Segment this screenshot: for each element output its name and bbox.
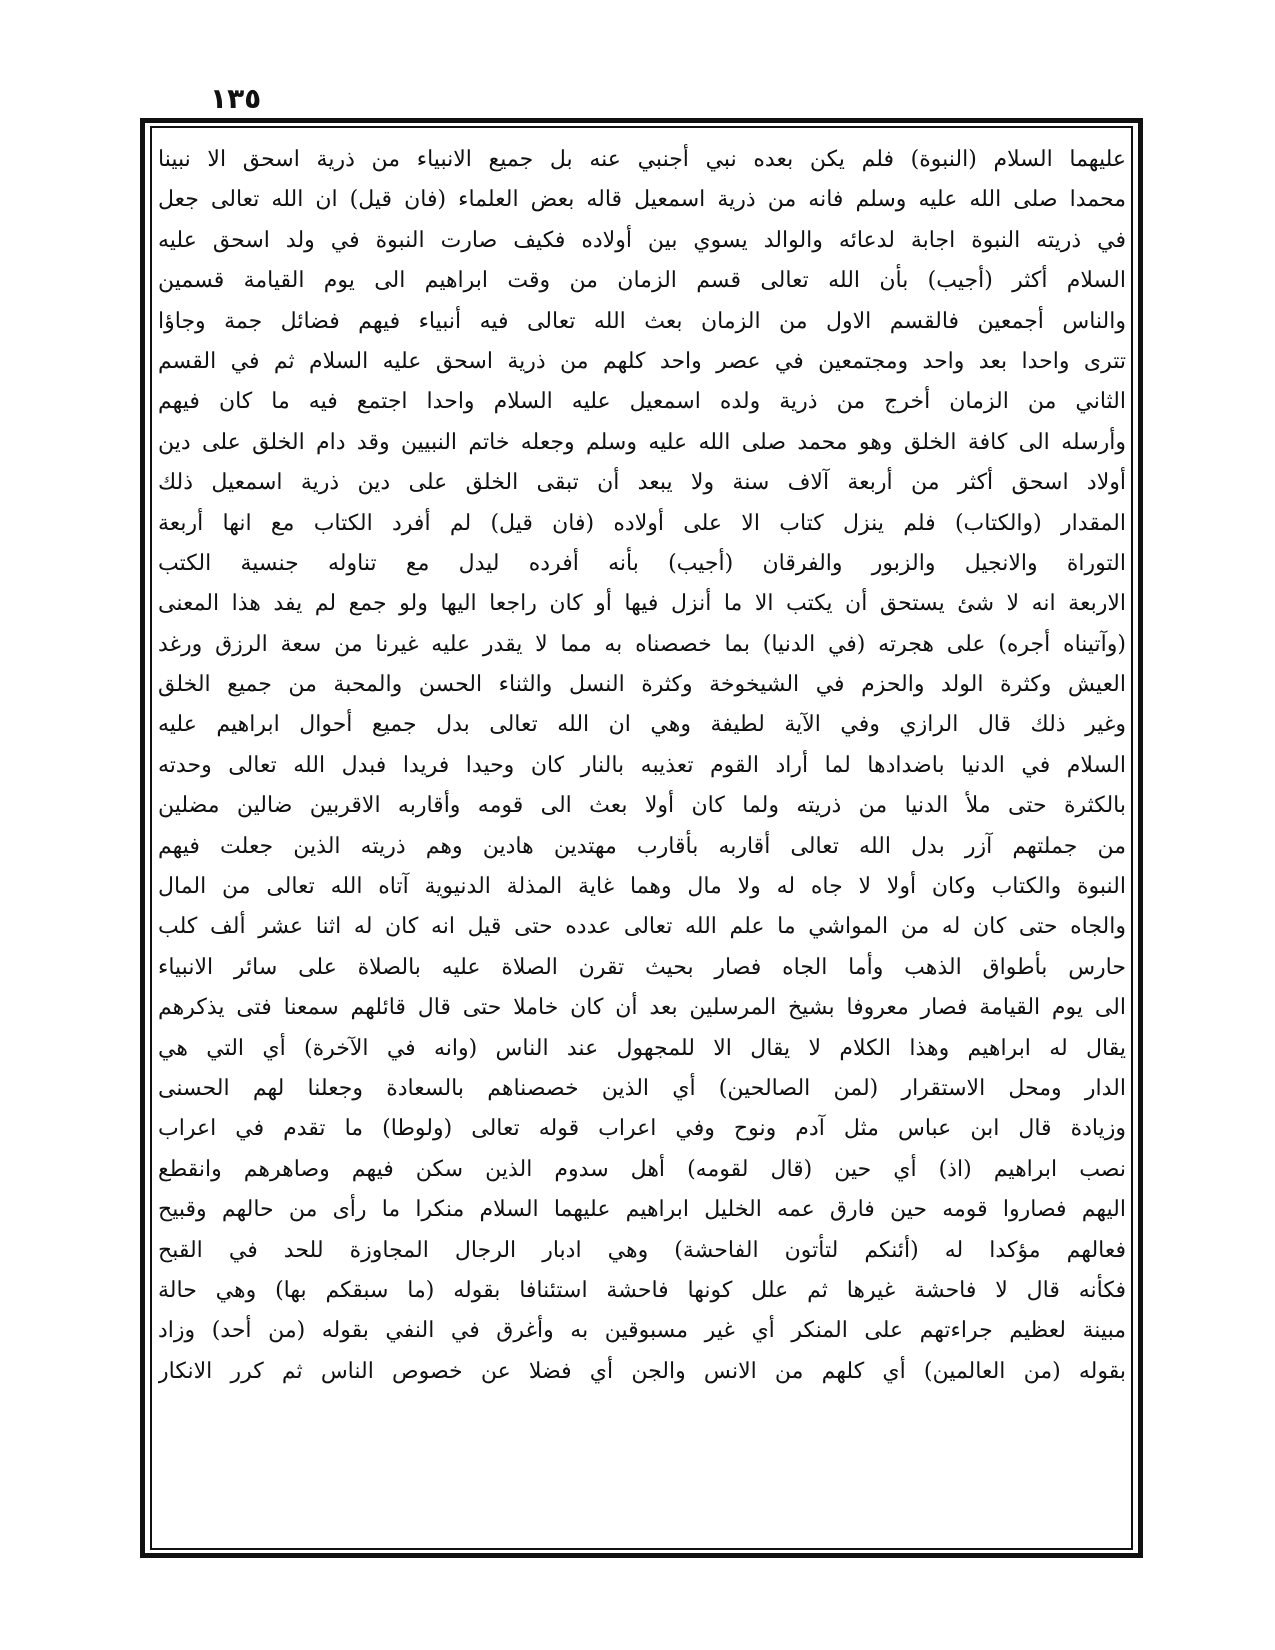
text-line: نصب ابراهيم (اذ) أي حين (قال لقومه) أهل سدوم الذين سكن فيهم وصاهرهم وانقطع bbox=[158, 1156, 1126, 1182]
text-line: بالكثرة حتى ملأ الدنيا من ذريته ولما كان أولا بعث الى قومه وأقاربه الاقربين ضالين مضلين bbox=[158, 793, 1126, 819]
text-line: في ذريته النبوة اجابة لدعائه والوالد يسوي بين أولاده فكيف صارت النبوة في ولد اسحق عليه bbox=[158, 227, 1126, 253]
text-line: الى يوم القيامة فصار معروفا بشيخ المرسلين بعد أن كان خاملا حتى قال قائلهم سمعنا فتى يذكرهم bbox=[158, 995, 1126, 1021]
text-body bbox=[158, 140, 1126, 1540]
text-line: فكأنه قال لا فاحشة غيرها ثم علل كونها فاحشة استئنافا بقوله (ما سبقكم بها) وهي حالة bbox=[158, 1277, 1126, 1303]
text-line: وزيادة قال ابن عباس مثل آدم ونوح وفي اعراب قوله تعالى (ولوطا) ما تقدم في اعراب bbox=[158, 1116, 1126, 1142]
text-line: محمدا صلى الله عليه وسلم فانه من ذرية اسمعيل قاله بعض العلماء (فان قيل) ان الله تعالى جعل bbox=[158, 187, 1126, 213]
text-line: أولاد اسحق أكثر من أربعة آلاف سنة ولا يبعد أن تبقى الخلق على دين ذرية اسمعيل ذلك bbox=[158, 470, 1126, 496]
text-line: يقال له ابراهيم وهذا الكلام لا يقال الا للمجهول عند الناس (وانه في الآخرة) أي التي هي bbox=[158, 1035, 1126, 1061]
text-line: الدار ومحل الاستقرار (لمن الصالحين) أي الذين خصصناهم بالسعادة وجعلنا لهم الحسنى bbox=[158, 1075, 1126, 1101]
text-line: وأرسله الى كافة الخلق وهو محمد صلى الله عليه وسلم وجعله خاتم النبيين وقد دام الخلق على دين bbox=[158, 429, 1126, 455]
page-number: ١٣٥ bbox=[210, 82, 262, 115]
text-line: تترى واحدا بعد واحد ومجتمعين في عصر واحد كلهم من ذرية اسحق عليه السلام ثم في القسم bbox=[158, 348, 1126, 374]
text-line: مبينة لعظيم جراءتهم على المنكر أي غير مسبوقين به وأغرق في النفي بقوله (من أحد) وزاد bbox=[158, 1318, 1126, 1344]
text-line: فعالهم مؤكدا له (أئنكم لتأتون الفاحشة) وهي ادبار الرجال المجاوزة للحد في القبح bbox=[158, 1237, 1126, 1263]
text-line: عليهما السلام (النبوة) فلم يكن بعده نبي أجنبي عنه بل جميع الانبياء من ذرية اسحق الا نبينا bbox=[158, 147, 1126, 172]
text-line: من جملتهم آزر بدل الله تعالى أقاربه بأقارب مهتدين هادين وهم ذريته الذين جعلت فيهم bbox=[158, 833, 1126, 859]
text-line: المقدار (والكتاب) فلم ينزل كتاب الا على أولاده (فان قيل) لم أفرد الكتاب مع انها أربعة bbox=[158, 510, 1126, 536]
text-line: وغير ذلك قال الرازي وفي الآية لطيفة وهي ان الله تعالى بدل جميع أحوال ابراهيم عليه bbox=[158, 712, 1126, 738]
text-line: والجاه حتى كان له من المواشي ما علم الله تعالى عدده حتى قيل انه كان له اثنا عشر ألف كلب bbox=[158, 914, 1126, 940]
text-line: الثاني من الزمان أخرج من ذرية ولده اسمعيل عليه السلام واحدا اجتمع فيه ما كان فيهم bbox=[158, 389, 1126, 415]
text-line: الاربعة انه لا شئ يستحق أن يكتب الا ما أنزل فيها أو كان راجعا اليها ولو جمع لم يفد هذا المعنى bbox=[158, 591, 1126, 617]
text-line: والناس أجمعين فالقسم الاول من الزمان بعث الله تعالى فيه أنبياء فيهم فضائل جمة وجاؤا bbox=[158, 308, 1126, 334]
text-line: السلام أكثر (أجيب) بأن الله تعالى قسم الزمان من وقت ابراهيم الى يوم القيامة قسمين bbox=[158, 268, 1126, 294]
text-line: التوراة والانجيل والزبور والفرقان (أجيب) بأنه أفرده ليدل مع تناوله جنسية الكتب bbox=[158, 550, 1126, 576]
text-line: حارس بأطواق الذهب وأما الجاه فصار بحيث تقرن الصلاة عليه بالصلاة على سائر الانبياء bbox=[158, 954, 1126, 980]
text-line: بقوله (من العالمين) أي كلهم من الانس والجن أي فضلا عن خصوص الناس ثم كرر الانكار bbox=[158, 1358, 1126, 1384]
text-line: اليهم فصاروا قومه حين فارق عمه الخليل ابراهيم عليهما السلام منكرا ما رأى من حالهم وقبيح bbox=[158, 1197, 1126, 1223]
text-line: (وآتيناه أجره) على هجرته (في الدنيا) بما خصصناه به مما لا يقدر عليه غيرنا من سعة الرزق ورغد bbox=[158, 631, 1126, 657]
text-line: العيش وكثرة الولد والحزم في الشيخوخة وكثرة النسل والثناء الحسن والمحبة من جميع الخلق bbox=[158, 672, 1126, 698]
text-line: النبوة والكتاب وكان أولا لا جاه له ولا مال وهما غاية المذلة الدنيوية آتاه الله تعالى من المال bbox=[158, 874, 1126, 900]
text-line: السلام في الدنيا باضدادها لما أراد القوم تعذيبه بالنار كان وحيدا فريدا فبدل الله تعالى وحدته bbox=[158, 752, 1126, 778]
